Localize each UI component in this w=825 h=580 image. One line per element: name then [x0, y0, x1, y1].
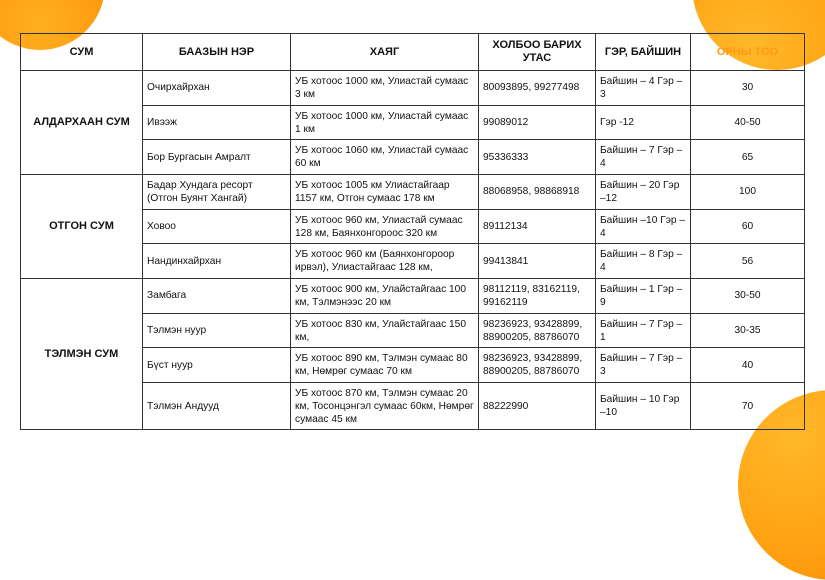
phone-cell: 88068958, 98868918	[479, 175, 596, 210]
phone-cell: 98236923, 93428899, 88900205, 88786070	[479, 313, 596, 348]
phone-cell: 95336333	[479, 140, 596, 175]
base-name-cell: Ховоо	[143, 209, 291, 244]
address-cell: УБ хотоос 890 км, Тэлмэн сумаас 80 км, Нөмрөг сумаас 70 км	[291, 348, 479, 383]
header-row	[21, 34, 805, 71]
address-cell: УБ хотоос 1060 км, Улиастай сумаас 60 км	[291, 140, 479, 175]
base-name-cell: Бадар Хундага ресорт (Отгон Буянт Хангай)	[143, 175, 291, 210]
base-name-cell: Нандинхайрхан	[143, 244, 291, 279]
beds-cell: 70	[691, 383, 805, 430]
address-cell: УБ хотоос 900 км, Улайстайгаас 100 км, Тэлмэнээс 20 км	[291, 279, 479, 314]
address-cell: УБ хотоос 1000 км, Улиастай сумаас 1 км	[291, 105, 479, 140]
header-sum: СУМ	[21, 34, 143, 71]
address-cell: УБ хотоос 1000 км, Улиастай сумаас 3 км	[291, 71, 479, 106]
table-row	[21, 175, 805, 210]
ger-cell: Байшин – 10 Гэр –10	[596, 383, 691, 430]
sum-cell: АЛДАРХААН СУМ	[21, 71, 143, 175]
sum-cell: ОТГОН СУМ	[21, 175, 143, 279]
phone-cell: 80093895, 99277498	[479, 71, 596, 106]
beds-cell: 40	[691, 348, 805, 383]
base-name-cell: Бор Бургасын Амралт	[143, 140, 291, 175]
ger-cell: Гэр -12	[596, 105, 691, 140]
beds-cell: 65	[691, 140, 805, 175]
header-beds: ОРНЫ ТОО	[691, 34, 805, 71]
address-cell: УБ хотоос 830 км, Улайстайгаас 150 км,	[291, 313, 479, 348]
ger-cell: Байшин –10 Гэр –4	[596, 209, 691, 244]
beds-cell: 30	[691, 71, 805, 106]
base-name-cell: Бүст нуур	[143, 348, 291, 383]
ger-cell: Байшин – 4 Гэр –3	[596, 71, 691, 106]
base-name-cell: Замбага	[143, 279, 291, 314]
address-cell: УБ хотоос 960 км (Баянхонгороор ирвэл), Улиастайгаас 128 км,	[291, 244, 479, 279]
table-row	[21, 71, 805, 106]
address-cell: УБ хотоос 870 км, Тэлмэн сумаас 20 км, Тосонцэнгэл сумаас 60км, Нөмрөг сумаас 45 км	[291, 383, 479, 430]
phone-cell: 99413841	[479, 244, 596, 279]
address-cell: УБ хотоос 1005 км Улиастайгаар 1157 км, Отгон сумаас 178 км	[291, 175, 479, 210]
base-name-cell: Тэлмэн Андууд	[143, 383, 291, 430]
beds-cell: 56	[691, 244, 805, 279]
header-address: ХАЯГ	[291, 34, 479, 71]
sum-cell: ТЭЛМЭН СУМ	[21, 279, 143, 430]
ger-cell: Байшин – 7 Гэр –1	[596, 313, 691, 348]
base-name-cell: Ивээж	[143, 105, 291, 140]
beds-cell: 100	[691, 175, 805, 210]
base-name-cell: Тэлмэн нуур	[143, 313, 291, 348]
ger-cell: Байшин – 7 Гэр –4	[596, 140, 691, 175]
phone-cell: 89112134	[479, 209, 596, 244]
beds-cell: 30-50	[691, 279, 805, 314]
phone-cell: 88222990	[479, 383, 596, 430]
phone-cell: 98236923, 93428899, 88900205, 88786070	[479, 348, 596, 383]
ger-cell: Байшин – 1 Гэр –9	[596, 279, 691, 314]
table-row	[21, 279, 805, 314]
ger-cell: Байшин – 8 Гэр –4	[596, 244, 691, 279]
header-phone: ХОЛБОО БАРИХ УТАС	[479, 34, 596, 71]
base-name-cell: Очирхайрхан	[143, 71, 291, 106]
beds-cell: 40-50	[691, 105, 805, 140]
ger-cell: Байшин – 7 Гэр –3	[596, 348, 691, 383]
header-base-name: БААЗЫН НЭР	[143, 34, 291, 71]
phone-cell: 99089012	[479, 105, 596, 140]
address-cell: УБ хотоос 960 км, Улиастай сумаас 128 км, Баянхонгороос 320 км	[291, 209, 479, 244]
resort-table	[20, 33, 805, 430]
phone-cell: 98112119, 83162119, 99162119	[479, 279, 596, 314]
beds-cell: 60	[691, 209, 805, 244]
ger-cell: Байшин – 20 Гэр –12	[596, 175, 691, 210]
header-ger: ГЭР, БАЙШИН	[596, 34, 691, 71]
beds-cell: 30-35	[691, 313, 805, 348]
